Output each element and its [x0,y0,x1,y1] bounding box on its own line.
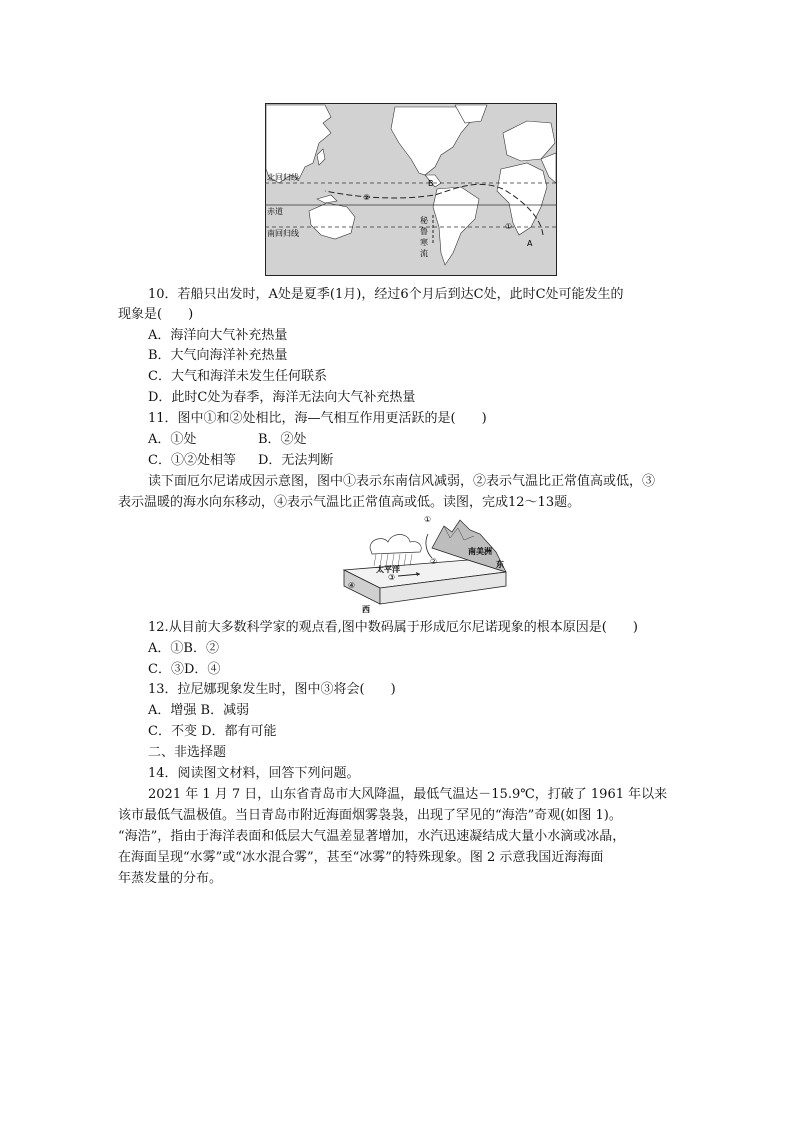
q14-stem: 14．阅读图文材料，回答下列问题。 [148,766,360,781]
q11-option-b: B．②处 [258,432,307,447]
pacific-label: 太平洋 [376,564,400,574]
equator-label: 赤道 [267,207,283,216]
east-label: 东 [496,559,504,569]
current-char-4: 流 [420,249,428,258]
q14-paragraph-line-3: “海浩”，指由于海洋表面和低层大气温差显著增加，水汽迅速凝结成大量小水滴或冰晶， [118,829,626,844]
q13-options-ab: A．增强 B．减弱 [148,703,250,718]
q13-options-cd: C．不变 D．都有可能 [148,724,277,739]
fig2-circle-2: ② [430,557,438,566]
q10-stem-1: 10．若船只出发时，A处是夏季(1月)，经过6个月后到达C处，此时C处可能发生的 [148,287,624,302]
circle-1-label: ① [505,222,513,231]
q11-option-c: C．①②处相等 [148,453,236,468]
q11-option-d: D．无法判断 [258,453,334,468]
q11-option-a: A．①处 [148,432,197,447]
west-label: 西 [362,604,370,614]
current-char-3: 寒 [420,238,428,247]
q14-paragraph-line-4: 在海面呈现“水雾”或“冰水混合雾”，甚至“冰雾”的特殊现象。图 2 示意我国近海海面 [118,850,604,865]
current-char-1: 秘 [420,216,428,225]
q14-paragraph-line-2: 该市最低气温极值。当日青岛市附近海面烟雾袅袅，出现了罕见的“海浩”奇观(如图 1)。 [118,808,622,823]
intro-line-1: 读下面厄尔尼诺成因示意图，图中①表示东南信风减弱，②表示气温比正常值高或低，③ [148,474,656,489]
fig2-circle-3: ③ [388,573,396,582]
q14-paragraph-line-1: 2021 年 1 月 7 日，山东省青岛市大风降温，最低气温达－15.9℃，打破了 1961 年以来 [148,787,668,802]
fig2-circle-4: ④ [348,581,356,590]
q10-stem-2: 现象是( ) [118,307,194,322]
q10-option-b: B．大气向海洋补充热量 [148,348,288,363]
q14-paragraph-line-5: 年蒸发量的分布。 [118,871,223,886]
fig2-circle-1: ① [424,515,432,524]
q12-options-ab: A．①B．② [148,641,219,656]
intro-line-2: 表示温暖的海水向东移动，④表示气温比正常值高或低。读图，完成12～13题。 [118,495,581,510]
q13-stem: 13．拉尼娜现象发生时，图中③将会( ) [148,682,396,697]
el-nino-diagram [340,512,510,616]
point-a-label: A [527,239,533,248]
point-b-label: B [428,179,434,188]
section-2-title: 二、非选择题 [148,745,227,760]
q10-option-d: D．此时C处为春季，海洋无法向大气补充热量 [148,390,416,405]
circle-2-label: ② [363,193,371,202]
q12-stem: 12.从目前大多数科学家的观点看,图中数码属于形成厄尔尼诺现象的根本原因是( ) [148,620,638,635]
world-map-figure [265,103,557,276]
tropic-south-label: 南回归线 [267,229,299,238]
south-america-label: 南美洲 [468,546,492,556]
q10-option-c: C．大气和海洋未发生任何联系 [148,369,327,384]
current-char-2: 鲁 [420,227,428,236]
q12-options-cd: C．③D．④ [148,662,221,677]
tropic-north-label: 北回归线 [267,173,299,182]
q10-option-a: A．海洋向大气补充热量 [148,328,288,343]
q11-stem: 11．图中①和②处相比，海—气相互作用更活跃的是( ) [148,411,487,426]
